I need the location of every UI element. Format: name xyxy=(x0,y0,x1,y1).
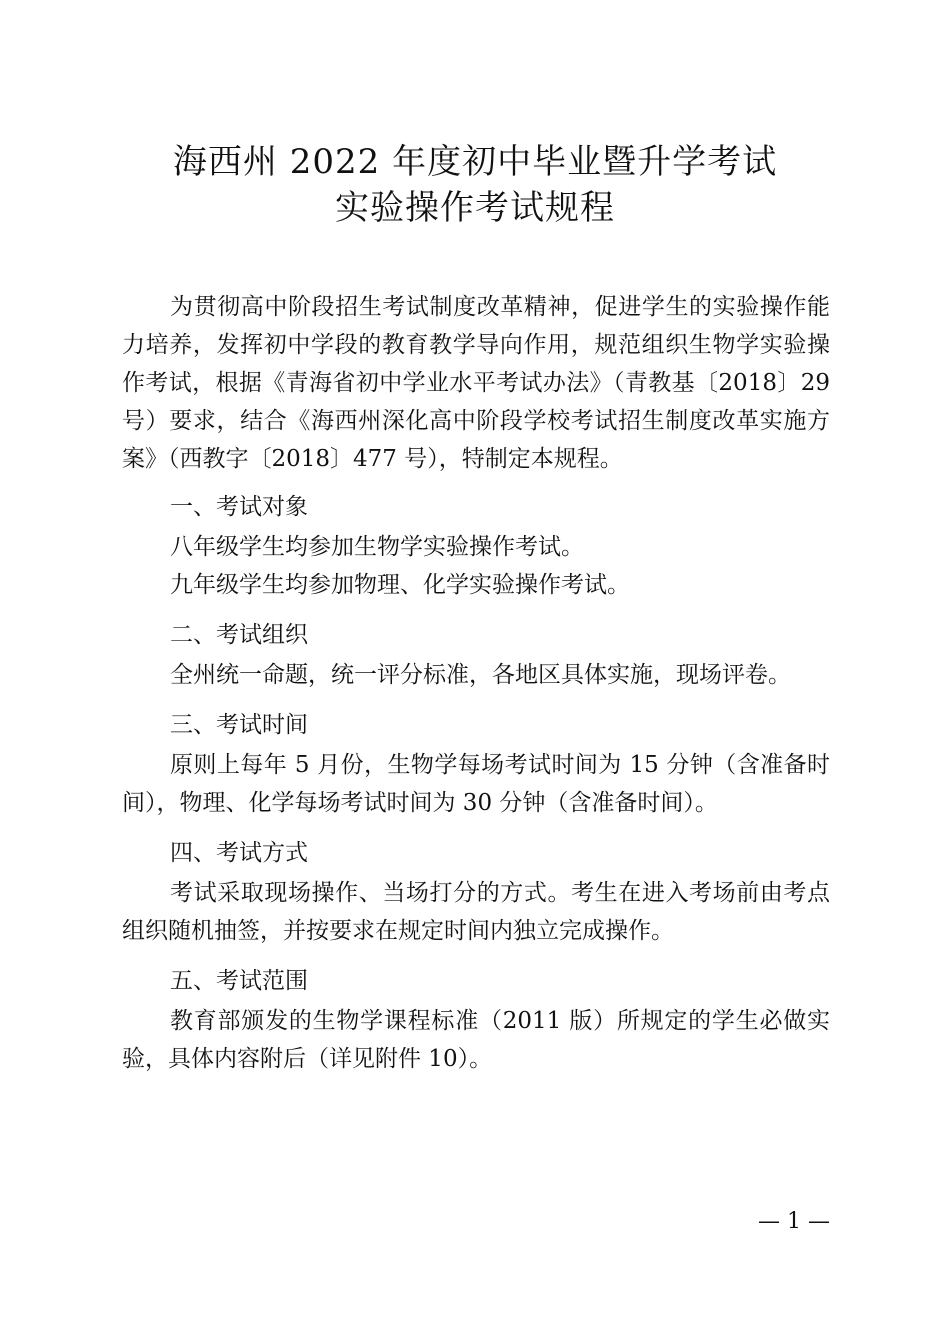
section-heading-exam-scope: 五、考试范围 xyxy=(170,968,308,994)
document-title-line-1: 海西州 2022 年度初中毕业暨升学考试 xyxy=(172,142,778,182)
page-number: — 1 — xyxy=(758,1209,830,1234)
exam-scope-paragraph: 教育部颁发的生物学课程标准（2011 版）所规定的学生必做实验，具体内容附后（详见附件 10）。 xyxy=(122,1008,830,1072)
exam-method-paragraph: 考试采取现场操作、当场打分的方式。考生在进入考场前由考点组织随机抽签，并按要求在规定时间内独立完成操作。 xyxy=(122,880,830,944)
section-heading-exam-organization: 二、考试组织 xyxy=(170,622,308,648)
exam-target-line-1: 八年级学生均参加生物学实验操作考试。 xyxy=(170,534,584,560)
document-title-line-2: 实验操作考试规程 xyxy=(335,188,615,228)
exam-organization-line-1: 全州统一命题，统一评分标准，各地区具体实施，现场评卷。 xyxy=(170,662,791,688)
intro-paragraph: 为贯彻高中阶段招生考试制度改革精神，促进学生的实验操作能力培养，发挥初中学段的教育教学导向作用，规范组织生物学实验操作考试，根据《青海省初中学业水平考试办法》（青教基〔2018〕29 号）要求，结合《海西州深化高中阶段学校考试招生制度改革实施方案》（西教字〔2018〕477 号），特制定本规程。 xyxy=(122,294,830,472)
section-heading-exam-target: 一、考试对象 xyxy=(170,494,308,520)
exam-target-line-2: 九年级学生均参加物理、化学实验操作考试。 xyxy=(170,572,630,598)
section-heading-exam-method: 四、考试方式 xyxy=(170,840,308,866)
document-body xyxy=(122,288,830,1078)
section-heading-exam-time: 三、考试时间 xyxy=(170,712,308,738)
exam-time-paragraph: 原则上每年 5 月份，生物学每场考试时间为 15 分钟（含准备时间），物理、化学每场考试时间为 30 分钟（含准备时间）。 xyxy=(122,752,830,816)
